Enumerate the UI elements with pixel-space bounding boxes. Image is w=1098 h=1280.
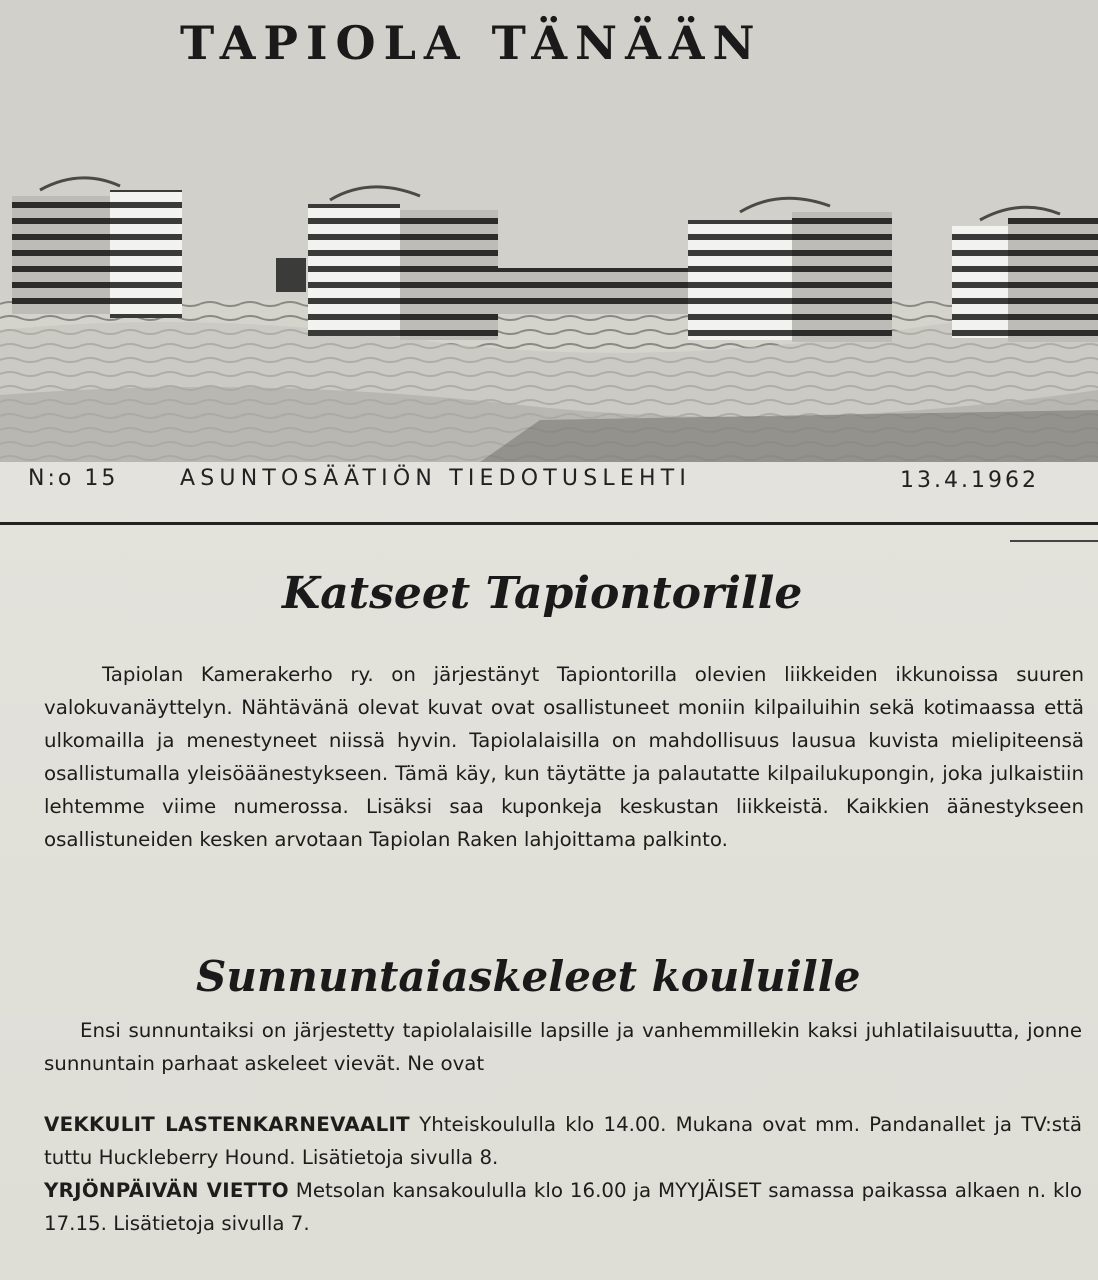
article2-heading: Sunnuntaiaskeleet kouluille	[196, 952, 861, 1001]
issue-line	[28, 466, 1088, 506]
event2-sale: MYYJÄISET	[658, 1179, 762, 1202]
article2-event2	[44, 1174, 1082, 1240]
masthead	[0, 0, 1098, 462]
article1-body: Tapiolan Kamerakerho ry. on järjestänyt Tapiontorilla olevien liikkeiden ikkunoissa suuren valokuvanäyttelyn. Nähtävänä olevat kuvat ovat osallistuneet moniin kilpailuihin sekä kotimaassa että ulkomailla ja menestyneet niissä hyvin. Tapiolalaisilla on mahdollisuus lausua kuvista mielipiteensä osallistumalla yleisöäänestykseen. Tämä käy, kun täytätte ja palautatte kilpailukupongin, joka julkaistiin lehtemme viime numerossa. Lisäksi saa kuponkeja keskustan liikkeistä. Kaikkien äänestykseen osallistuneiden kesken arvotaan Tapiolan Raken lahjoittama palkinto.	[44, 663, 1084, 851]
article1-heading: Katseet Tapiontorille	[282, 568, 803, 619]
article2-intro: Ensi sunnuntaiksi on järjestetty tapiolalaisille lapsille ja vanhemmillekin kaksi juhlatilaisuutta, jonne sunnuntain parhaat askeleet vievät. Ne ovat	[44, 1019, 1082, 1075]
event2-text-b: samassa paikassa alkaen n. klo 17.15. Lisätietoja sivulla 7.	[44, 1179, 1083, 1235]
issue-date: 13.4.1962	[900, 468, 1039, 493]
event2-name: YRJÖNPÄIVÄN VIETTO	[44, 1179, 289, 1202]
issue-subtitle: ASUNTOSÄÄTIÖN TIEDOTUSLEHTI	[180, 466, 692, 491]
event1-name: VEKKULIT LASTENKARNEVAALIT	[44, 1113, 410, 1136]
event2-text-a: Metsolan kansakoululla klo 16.00 ja	[295, 1179, 652, 1202]
header-divider	[0, 522, 1098, 525]
event1-text: Yhteiskoululla klo 14.00. Mukana ovat mm. Pandanallet ja TV:stä tuttu Huckleberry Hound. Lisätietoja sivulla 8.	[44, 1113, 1082, 1169]
article2-event1	[44, 1108, 1082, 1174]
issue-number: N:o 15	[28, 466, 119, 491]
header-divider-secondary	[1010, 540, 1098, 542]
masthead-title: TAPIOLA TÄNÄÄN	[180, 16, 763, 70]
